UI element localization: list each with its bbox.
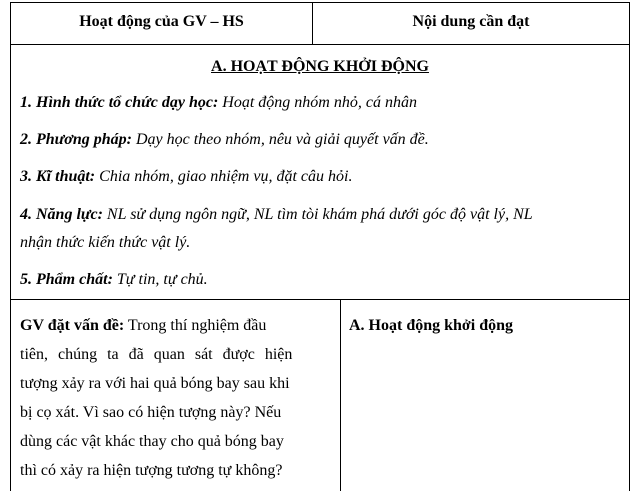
header-content-column: Nội dung cần đạt <box>412 13 530 30</box>
item-method <box>20 130 429 150</box>
item-text: Dạy học theo nhóm, nêu và giải quyết vấn đề. <box>131 131 429 148</box>
item-label: 2. Phương pháp: <box>20 131 132 148</box>
item-text: NL sử dụng ngôn ngữ, NL tìm tòi khám phá dưới góc độ vật lý, NL <box>102 206 533 223</box>
item-text: Chia nhóm, giao nhiệm vụ, đặt câu hỏi. <box>95 168 353 185</box>
table-border-right <box>629 2 630 491</box>
item-competence-continued: nhận thức kiến thức vật lý. <box>20 234 191 251</box>
item-text: Hoạt động nhóm nhỏ, cá nhân <box>218 94 417 111</box>
teacher-problem-line-5: dùng các vật khác thay cho quả bóng bay <box>20 433 284 450</box>
section-divider <box>10 299 630 300</box>
teacher-problem-line-6: thì có xảy ra hiện tượng tương tự không? <box>20 462 283 479</box>
item-label: 1. Hình thức tổ chức dạy học: <box>20 94 219 111</box>
item-competence <box>20 205 533 225</box>
teacher-problem-line-1: GV đặt vấn đề: Trong thí nghiệm đầu <box>20 317 267 334</box>
item-label: 5. Phẩm chất: <box>20 271 113 288</box>
teacher-problem-line-4: bị cọ xát. Vì sao có hiện tượng này? Nếu <box>20 404 282 421</box>
section-title: A. HOẠT ĐỘNG KHỞI ĐỘNG <box>211 58 429 75</box>
teacher-problem-line-3: tượng xảy ra với hai quả bóng bay sau khi <box>20 375 290 392</box>
content-title: A. Hoạt động khởi động <box>349 317 514 334</box>
item-qualities <box>20 270 208 290</box>
item-text: Tự tin, tự chủ. <box>112 271 208 288</box>
bottom-column-divider <box>340 299 341 491</box>
header-activity-column: Hoạt động của GV – HS <box>79 13 244 30</box>
item-label: 4. Năng lực: <box>20 206 103 223</box>
teacher-problem-line-2: tiên, chúng ta đã quan sát được hiện <box>20 346 293 363</box>
item-teaching-form <box>20 93 417 113</box>
table-border-top <box>10 2 630 3</box>
header-divider <box>10 44 630 45</box>
item-label: 3. Kĩ thuật: <box>20 168 96 185</box>
item-technique <box>20 167 352 187</box>
teacher-problem-label: GV đặt vấn đề: <box>20 317 125 334</box>
